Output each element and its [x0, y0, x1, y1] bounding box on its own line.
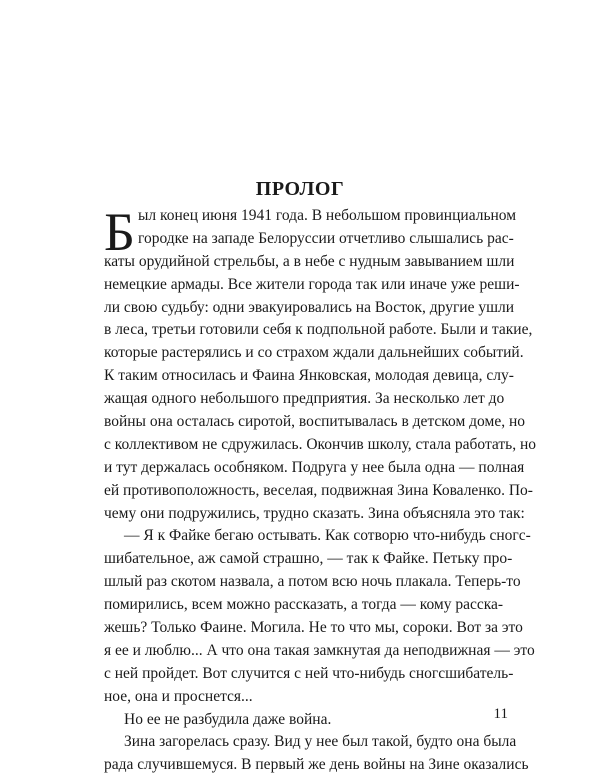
text-line: шлый раз скотом назвала, а потом всю ночь плакала. Теперь-то	[104, 573, 521, 591]
text-line: ыл конец июня 1941 года. В небольшом провинциальном	[138, 207, 517, 224]
text-line: шибательное, аж самой страшно, — так к Файке. Петьку про-	[104, 550, 513, 568]
text-line: немецкие армады. Все жители города так или иначе уже реши-	[104, 275, 520, 293]
text-line: помирились, всем можно рассказать, а тогда — кому расска-	[104, 596, 504, 614]
text-line: войны она осталась сиротой, воспитывалась в детском доме, но	[104, 413, 525, 431]
text-line: которые растерялись и со страхом ждали дальнейших событий.	[104, 344, 524, 362]
page-number: 11	[493, 706, 508, 722]
text-line: с коллективом не сдружилась. Окончив школу, стала работать, но	[104, 435, 537, 453]
text-line: Но ее не разбудила даже война.	[124, 710, 332, 728]
chapter-heading: ПРОЛОГ	[255, 178, 345, 200]
text-line: К таким относилась и Фаина Янковская, молодая девица, слу-	[104, 367, 514, 385]
text-line: каты орудийной стрельбы, а в небе с нудным завыванием шли	[104, 252, 515, 270]
text-line: жащая одного небольшого предприятия. За несколько лет до	[104, 390, 505, 408]
text-line: чему они подружились, трудно сказать. Зина объясняла это так:	[104, 504, 525, 522]
text-line: городке на западе Белоруссии отчетливо слышались рас-	[138, 229, 514, 247]
drop-cap: Б	[104, 202, 136, 262]
text-line: — Я к Файке бегаю остывать. Как сотворю что-нибудь сногс-	[124, 527, 531, 545]
text-line: рада случившемуся. В первый же день войны на Зине оказались	[104, 756, 529, 774]
text-line: ей противоположность, веселая, подвижная Зина Коваленко. По-	[104, 481, 533, 499]
text-line: ное, она и проснется...	[104, 687, 253, 705]
text-line: и тут держалась особняком. Подруга у нее была одна — полная	[104, 458, 525, 476]
text-line: ли свою судьбу: одни эвакуировались на Восток, другие ушли	[104, 298, 515, 316]
text-line: я ее и люблю... А что она такая замкнутая да неподвижная — это	[104, 641, 535, 659]
text-line: жешь? Только Фаине. Могила. Не то что мы, сороки. Вот за это	[104, 619, 523, 637]
text-line: с ней пройдет. Вот случится с ней что-нибудь сногсшибатель-	[104, 664, 514, 682]
text-line: Зина загорелась сразу. Вид у нее был такой, будто она была	[124, 733, 517, 751]
text-line: в леса, третьи готовили себя к подпольной работе. Были и такие,	[104, 321, 533, 339]
